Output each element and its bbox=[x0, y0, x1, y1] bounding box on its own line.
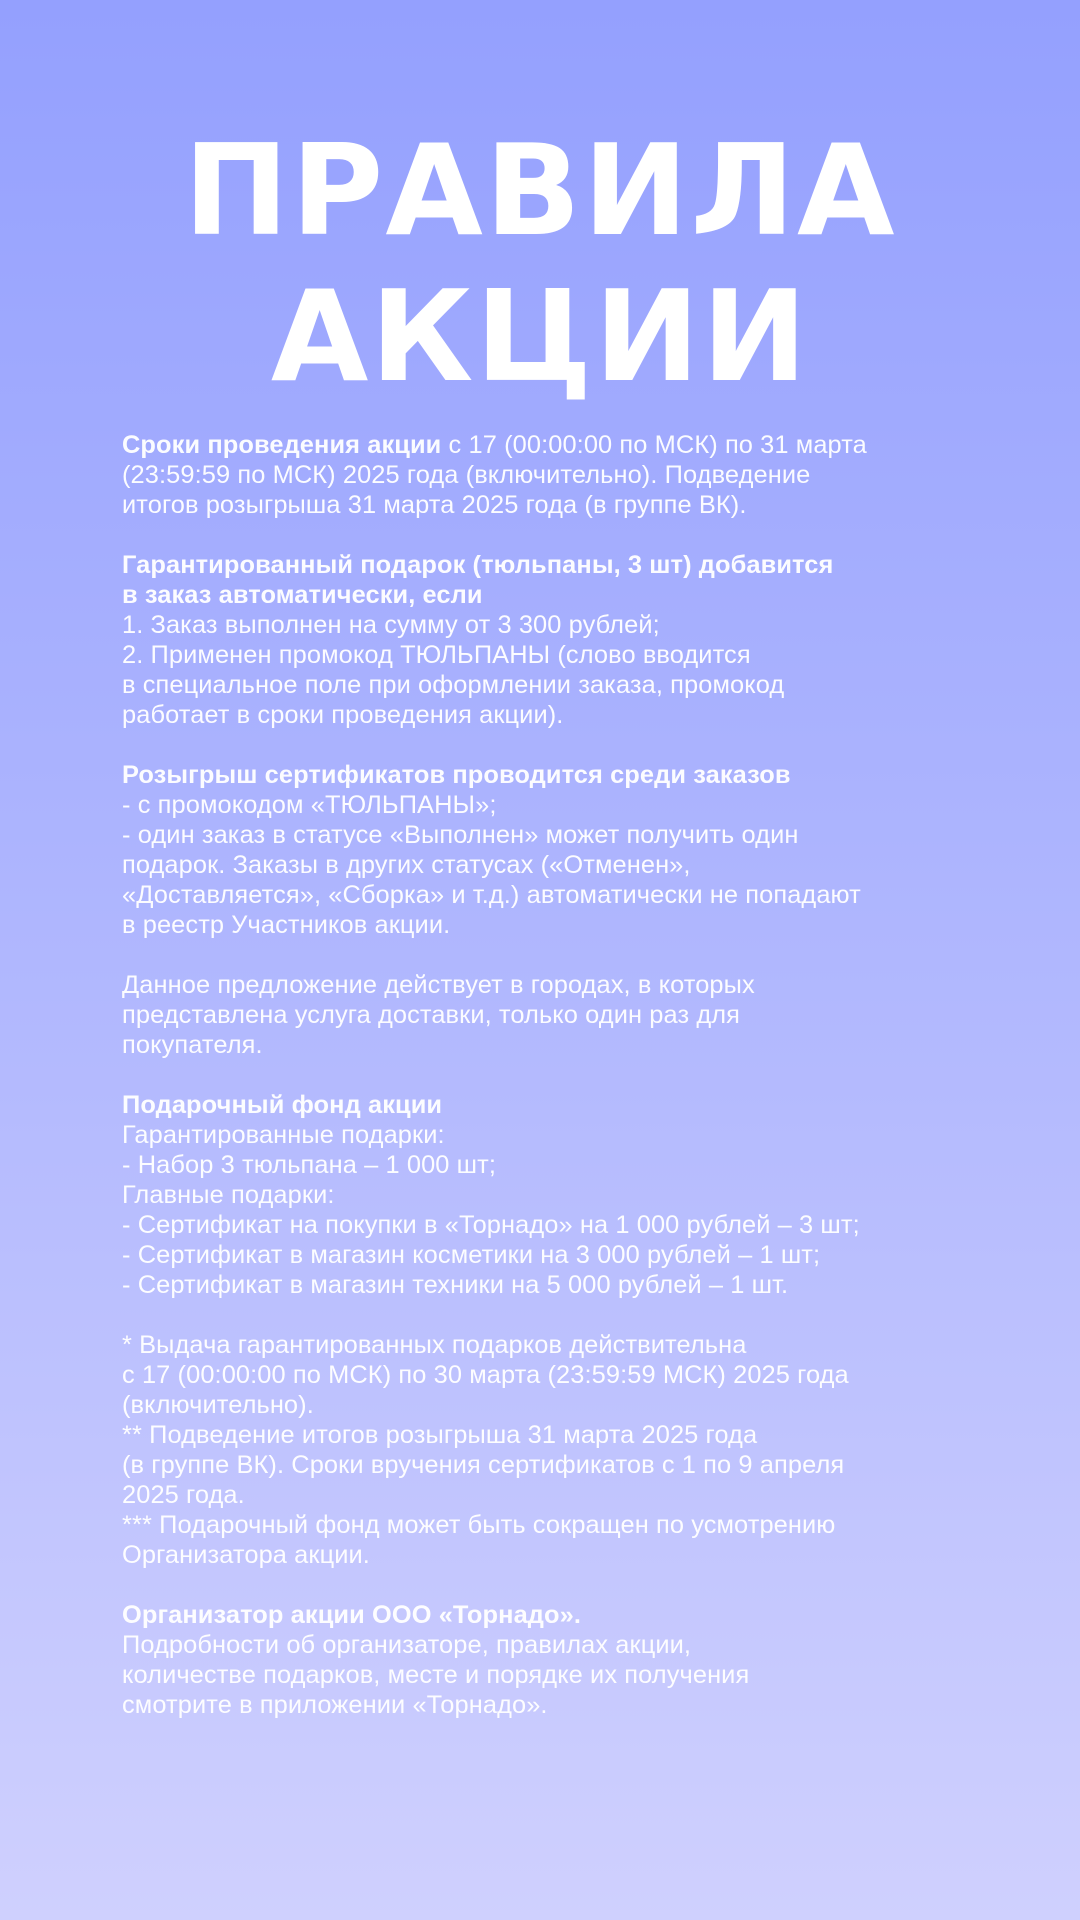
rules-content bbox=[122, 430, 972, 1750]
main-gift-item: - Сертификат на покупки в «Торнадо» на 1 000 рублей – 3 шт; bbox=[122, 1211, 860, 1239]
footnote-3: *** Подарочный фонд может быть сокращен по усмотрению bbox=[122, 1511, 836, 1539]
page-title-line-2: АКЦИИ bbox=[270, 263, 810, 410]
footnote-1: * Выдача гарантированных подарков действительна bbox=[122, 1331, 747, 1359]
offer-line: Данное предложение действует в городах, в которых bbox=[122, 971, 755, 999]
guaranteed-gift-section bbox=[122, 550, 972, 730]
footnote-2: 2025 года. bbox=[122, 1481, 245, 1509]
page-title-line-1: ПРАВИЛА bbox=[183, 117, 897, 264]
offer-line: представлена услуга доставки, только один раз для bbox=[122, 1001, 741, 1029]
footnotes-section bbox=[122, 1330, 972, 1570]
main-gifts-label: Главные подарки: bbox=[122, 1181, 335, 1209]
guaranteed-heading: Гарантированный подарок (тюльпаны, 3 шт) добавится bbox=[122, 551, 834, 579]
raffle-line: в реестр Участников акции. bbox=[122, 911, 451, 939]
page-title bbox=[0, 118, 1080, 410]
organizer-line: количестве подарков, месте и порядке их получения bbox=[122, 1661, 750, 1689]
raffle-section bbox=[122, 760, 972, 940]
guaranteed-gifts-label: Гарантированные подарки: bbox=[122, 1121, 445, 1149]
raffle-heading: Розыгрыш сертификатов проводится среди заказов bbox=[122, 761, 791, 789]
raffle-line: - один заказ в статусе «Выполнен» может получить один bbox=[122, 821, 799, 849]
footnote-1: с 17 (00:00:00 по МСК) по 30 марта (23:59:59 МСК) 2025 года bbox=[122, 1361, 849, 1389]
organizer-line: смотрите в приложении «Торнадо». bbox=[122, 1691, 548, 1719]
raffle-line: подарок. Заказы в других статусах («Отменен», bbox=[122, 851, 691, 879]
guaranteed-gift-item: - Набор 3 тюльпана – 1 000 шт; bbox=[122, 1151, 497, 1179]
main-gift-item: - Сертификат в магазин косметики на 3 000 рублей – 1 шт; bbox=[122, 1241, 821, 1269]
main-gift-item: - Сертификат в магазин техники на 5 000 рублей – 1 шт. bbox=[122, 1271, 789, 1299]
offer-line: покупателя. bbox=[122, 1031, 263, 1059]
terms-label: Сроки проведения акции bbox=[122, 431, 442, 459]
guaranteed-condition-2: в специальное поле при оформлении заказа, промокод bbox=[122, 671, 785, 699]
guaranteed-heading: в заказ автоматически, если bbox=[122, 581, 483, 609]
terms-line: итогов розыгрыша 31 марта 2025 года (в группе ВК). bbox=[122, 491, 747, 519]
gift-fund-section bbox=[122, 1090, 972, 1300]
organizer-section bbox=[122, 1600, 972, 1720]
terms-first-line bbox=[122, 430, 972, 460]
terms-section bbox=[122, 430, 972, 520]
offer-section bbox=[122, 970, 972, 1060]
guaranteed-condition-1: 1. Заказ выполнен на сумму от 3 300 рублей; bbox=[122, 611, 660, 639]
footnote-1: (включительно). bbox=[122, 1391, 314, 1419]
raffle-line: «Доставляется», «Сборка» и т.д.) автоматически не попадают bbox=[122, 881, 861, 909]
organizer-heading: Организатор акции ООО «Торнадо». bbox=[122, 1601, 582, 1629]
organizer-line: Подробности об организаторе, правилах акции, bbox=[122, 1631, 692, 1659]
guaranteed-condition-2: работает в сроки проведения акции). bbox=[122, 701, 564, 729]
terms-dates: с 17 (00:00:00 по МСК) по 31 марта bbox=[441, 431, 867, 459]
raffle-line: - с промокодом «ТЮЛЬПАНЫ»; bbox=[122, 791, 497, 819]
footnote-3: Организатора акции. bbox=[122, 1541, 370, 1569]
gift-fund-heading: Подарочный фонд акции bbox=[122, 1091, 443, 1119]
terms-line: (23:59:59 по МСК) 2025 года (включительно). Подведение bbox=[122, 461, 811, 489]
guaranteed-condition-2: 2. Применен промокод ТЮЛЬПАНЫ (слово вводится bbox=[122, 641, 751, 669]
footnote-2: (в группе ВК). Сроки вручения сертификатов с 1 по 9 апреля bbox=[122, 1451, 845, 1479]
footnote-2: ** Подведение итогов розыгрыша 31 марта 2025 года bbox=[122, 1421, 758, 1449]
